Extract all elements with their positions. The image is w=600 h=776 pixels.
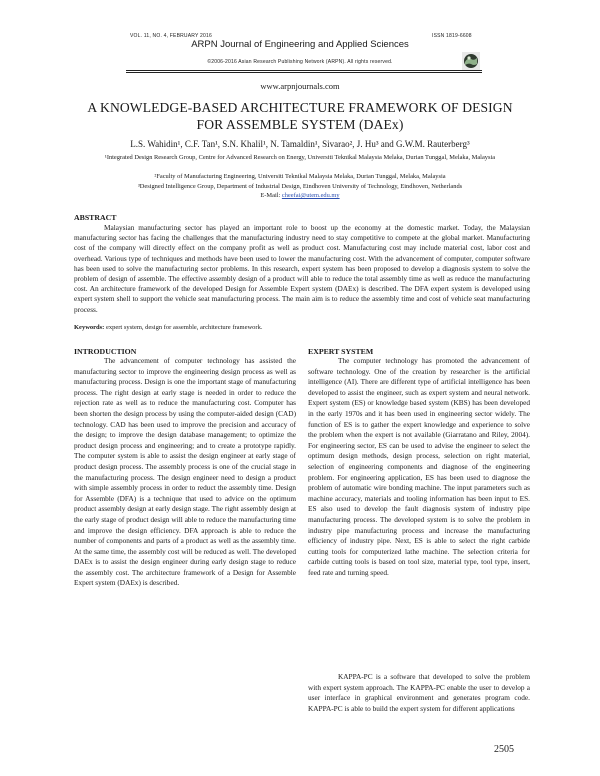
page-number: 2505: [494, 744, 514, 755]
email-link[interactable]: cheefai@utem.edu.my: [281, 192, 340, 199]
keywords-line: [74, 324, 530, 331]
abstract-heading: ABSTRACT: [74, 213, 117, 222]
kappa-pc-paragraph: KAPPA-PC is a software that developed to solve the problem with expert system approach. The KAPPA-PC enable the user to develop a user interface in graphical environment and generates program code. KAPPA-PC is able to build the expert system for different applications: [308, 672, 530, 713]
copyright-line: ©2006-2016 Asian Research Publishing Network (ARPN). All rights reserved.: [207, 59, 393, 65]
introduction-heading: INTRODUCTION: [74, 347, 137, 356]
introduction-text: The advancement of computer technology has assisted the manufacturing sector to improve the engineering design process as well as manufacturing process. Design is one the important stage of manufacturing process. The right design at early stage is needed in order to reduce the rejection rate as well as to reduce the manufacturing cost. Computer has been shorten the design process by using the computer-aided design (CAD) technology. CAD has been used to improve the precision and accuracy of the design; to improve the design database management; to optimize the product design process and engineering; and to create a prototype rapidly. The computer system is able to assist the design engineer at early stage of product design process. The assembly process is one of the crucial stage in the manufacturing process. The design engineer need to design a product with simple assembly process in order to reduct the assembly time. Design for Assemble (DFA) is a technique that used to advice on the optimum product assembly design at early design stage. The right assembly design at the early stage of product design will able to reduce the manufacturing time and improve the design efficiency. DFA approach is able to reduce the number of components and parts of a product as well as the assembly time. At the same time, the assembly cost will be reduced as well. The developed DAEx is to assist the design engineer during early design stage to reduce the assembly cost. The architecture framework of a Design for Assemble Expert system (DAEx) is described.: [74, 356, 296, 588]
affiliation-3: ³Designed Intelligence Group, Department of Industrial Design, Eindhoven University of Technology, Eindhoven, Netherlands: [137, 183, 463, 190]
arpn-logo-icon: [462, 52, 480, 70]
header-rule-thin: [126, 72, 482, 73]
header-rule-thick: [126, 70, 482, 71]
volume-line: VOL. 11, NO. 4, FEBRUARY 2016: [130, 33, 212, 39]
email-line: [0, 192, 600, 199]
paper-title: [40, 99, 560, 133]
journal-name: ARPN Journal of Engineering and Applied Sciences: [191, 39, 409, 50]
keywords-text: expert system, design for assemble, architecture framework.: [105, 324, 263, 331]
journal-website: www.arpnjournals.com: [260, 81, 340, 91]
email-label: E-Mail:: [260, 192, 281, 199]
issn: ISSN 1819-6608: [432, 33, 472, 39]
abstract-text: Malaysian manufacturing sector has played an important role to boost up the economy at the domestic market. Today, the Malaysian manufacturing sector has facing the challenges that the manufacturing industry need to stay competitive to compete at the global market. Manufacturing cost of the company will directly effect on the company profit as well as product cost. Manufacturing cost may include material cost, labor cost and overhead. Various type of techniques and methods have been used to lower the manufacturing cost. With the advancement of computer, computer software has been used to solve the manufacturing sector problems. In this research, expert system has been proposed to develop a diagnosis system to solve the problem of design of assemble. The effective assembly design of a product will able to reduce the total assembly time as well as reduce the manufacturing cost. An architecture framework of the developed Design for Assemble Expert system (DAEx) is described. The DFA expert system is developed using expert system shell to support the vehicle seat manufacturing process. The main aim is to reduce the assembly time and cost of vehicle seat manufacturing process.: [74, 223, 530, 314]
author-list: L.S. Wahidin¹, C.F. Tan¹, S.N. Khalil¹, N. Tamaldin¹, Sivarao², J. Hu³ and G.W.M. Rauterberg³: [130, 139, 470, 149]
title-line-2: FOR ASSEMBLE SYSTEM (DAEx): [196, 117, 404, 132]
expert-system-heading: EXPERT SYSTEM: [308, 347, 374, 356]
affiliation-2: ²Faculty of Manufacturing Engineering, Universiti Teknikal Malaysia Melaka, Durian Tunggal, Melaka, Malaysia: [154, 173, 446, 180]
title-line-1: A KNOWLEDGE-BASED ARCHITECTURE FRAMEWORK OF DESIGN: [87, 100, 513, 115]
affiliation-1: ¹Integrated Design Research Group, Centre for Advanced Research on Energy, Universiti Teknikal Malaysia Melaka, Durian Tunggal, Melaka, Malaysia: [104, 154, 496, 161]
expert-system-text: The computer technology has promoted the advancement of software technology. One of the creation by researcher is the artificial intelligence (AI). There are different type of artificial intelligence has been developed to assist the engineer, such as expert system and neural network. Expert system (ES) or knowledge based system (KBS) has been developed in the early 1970s and it has been used in engineering sector widely. The function of ES is to gather the expert knowledge and experience to solve the problem when the expert is not available (Giarratano and Riley, 2004). For engineering sector, ES can be used to advise the engineer to select the optimum design methods, design process, selection on right material, selection of engineering components and diagnose of the engineering problem. For engineering application, ES has been used to diagnose the problem of automatic wire bonding machine. The input parameters such as machine accuracy, materials and tooling information has been input to ES. ES also used to develop the fault diagnosis system of industry pipe manufacturing process. The developed system is to solve the problem in industry pipe manufacturing process and increase the manufacturing efficiency of industry pipe. Next, ES is able to select the right carbide cutting tools for computerized lathe machine. The selection criteria for carbide cutting tools is based on tool size, material type, tool type, insert, feed rate and turning speed.: [308, 356, 530, 577]
keywords-label: Keywords:: [74, 324, 105, 331]
